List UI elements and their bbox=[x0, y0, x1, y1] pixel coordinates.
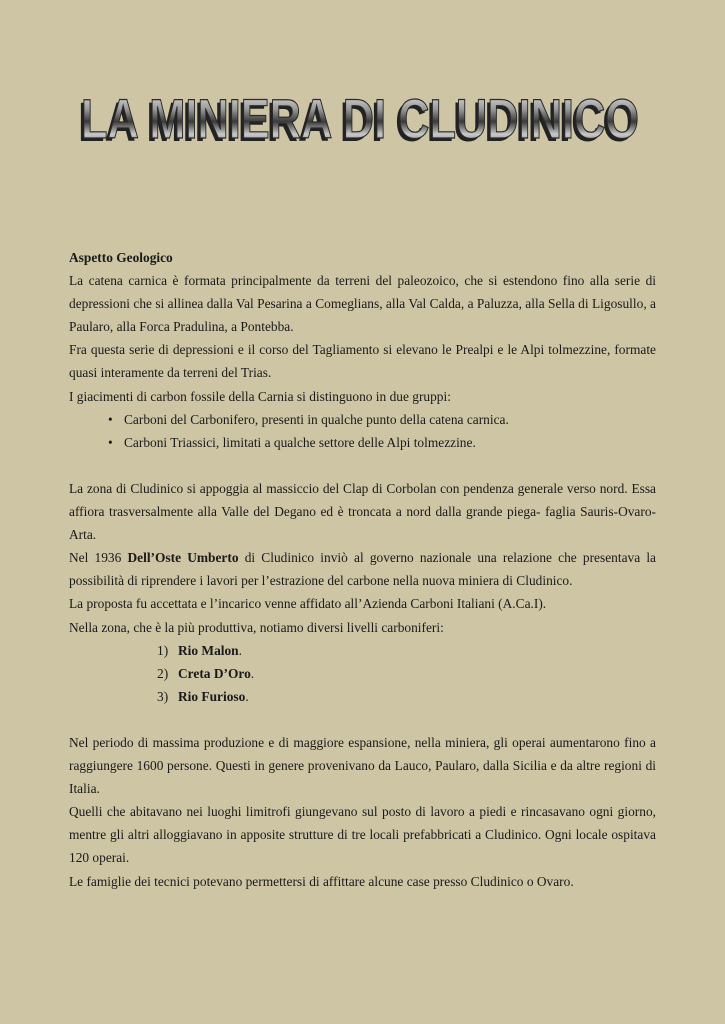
wordart-title bbox=[60, 78, 660, 158]
paragraph: Nel periodo di massima produzione e di maggiore espansione, nella miniera, gli operai aumentarono fino a raggiungere 1600 persone. Questi in genere provenivano da Lauco, Paularo, dalla Sicilia e da altre regioni di Italia. bbox=[69, 734, 656, 797]
title-graphic bbox=[60, 78, 660, 158]
paragraph: La zona di Cludinico si appoggia al massiccio del Clap di Corbolan con pendenza generale verso nord. Essa affiora trasversalmente alla Valle del Degano ed è troncata a nord dalla grande piega- faglia Sauris-Ovaro-Arta. bbox=[69, 480, 656, 543]
bullet-icon: • bbox=[108, 434, 113, 450]
paragraph: Fra questa serie di depressioni e il corso del Tagliamento si elevano le Prealpi e le Alpi tolmezzine, formate quasi interamente da terreni del Trias. bbox=[69, 342, 656, 381]
person-name: Dell’Oste Umberto bbox=[127, 550, 239, 566]
list-item: 3) Rio Furioso. bbox=[157, 688, 249, 704]
paragraph: Quelli che abitavano nei luoghi limitrofi giungevano sul posto di lavoro a piedi e rincasavano ogni giorno, mentre gli altri alloggiavano in apposite strutture di tre locali prefabbricati a Cludinico. Ogni locale ospitava 120 operai. bbox=[69, 804, 656, 866]
paragraph: La proposta fu accettata e l’incarico venne affidato all’Azienda Carboni Italiani (A.Ca.I). bbox=[69, 596, 547, 612]
list-item: • Carboni Triassici, limitati a qualche settore delle Alpi tolmezzine. bbox=[124, 431, 656, 454]
coal-groups-list bbox=[69, 408, 656, 454]
coal-levels-list bbox=[69, 639, 656, 708]
list-item: 2) Creta D’Oro. bbox=[157, 665, 255, 681]
section-heading: Aspetto Geologico bbox=[69, 250, 173, 265]
document-body bbox=[69, 246, 656, 893]
list-item: • Carboni del Carbonifero, presenti in qualche punto della catena carnica. bbox=[124, 408, 656, 431]
bullet-icon: • bbox=[108, 411, 113, 427]
paragraph: I giacimenti di carbon fossile della Carnia si distinguono in due gruppi: bbox=[69, 388, 451, 404]
title-shadow: LA MINIERA DI CLUDINICO bbox=[78, 90, 636, 153]
paragraph: Nella zona, che è la più produttiva, notiamo diversi livelli carboniferi: bbox=[69, 619, 444, 635]
paragraph: Le famiglie dei tecnici potevano permettersi di affittare alcune case presso Cludinico o Ovaro. bbox=[69, 873, 574, 889]
paragraph: La catena carnica è formata principalmente da terreni del paleozoico, che si estendono fino alla serie di depressioni che si allinea dalla Val Pesarina a Comeglians, alla Val Calda, a Paluzza, alla Sella di Ligosullo, a Paularo, alla Forca Pradulina, a Pontebba. bbox=[69, 273, 656, 335]
list-item: 1) Rio Malon. bbox=[157, 642, 242, 658]
title-text: LA MINIERA DI CLUDINICO bbox=[81, 87, 639, 150]
paragraph: Nel 1936 Dell’Oste Umberto di Cludinico inviò al governo nazionale una relazione che presentava la possibilità di riprendere i lavori per l’estrazione del carbone nella nuova miniera di Cludinico. bbox=[69, 550, 656, 589]
